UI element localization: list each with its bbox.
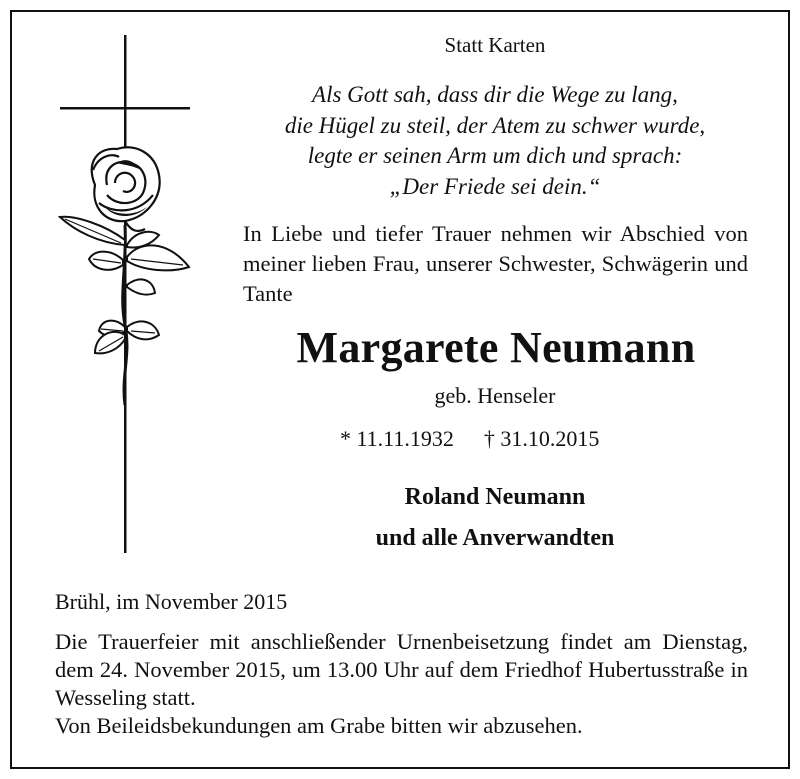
statt-karten-label: Statt Karten <box>444 33 546 57</box>
condolence-text: Von Beileidsbekundungen am Grabe bitten wir abzusehen. <box>55 713 583 738</box>
funeral-info <box>55 628 748 740</box>
poem-line: legte er seinen Arm um dich und sprach: <box>307 143 683 168</box>
poem <box>240 80 750 202</box>
place-date: Brühl, im November 2015 <box>55 589 288 614</box>
life-dates <box>340 426 599 452</box>
deceased-name: Margarete Neumann <box>296 323 696 372</box>
intro-text: In Liebe und tiefer Trauer nehmen wir Abschied von meiner lieben Frau, unserer Schwester, Schwägerin und Tante <box>243 221 748 306</box>
poem-line: Als Gott sah, dass dir die Wege zu lang, <box>312 82 678 107</box>
funeral-text: Die Trauerfeier mit anschließender Urnenbeisetzung findet am Dienstag, dem 24. November 2015, um 13.00 Uhr auf dem Friedhof Hubertusstraße in Wesseling statt. <box>55 629 748 710</box>
mourner-relatives: und alle Anverwandten <box>375 525 615 551</box>
birth-date: * 11.11.1932 <box>340 426 454 451</box>
death-date: † 31.10.2015 <box>483 426 600 451</box>
birth-name: geb. Henseler <box>434 383 556 408</box>
poem-line: „Der Friede sei dein.“ <box>389 173 601 199</box>
cross-with-rose-icon <box>55 35 195 555</box>
mourner-name: Roland Neumann <box>404 484 586 510</box>
poem-line: die Hügel zu steil, der Atem zu schwer wurde, <box>284 112 706 138</box>
